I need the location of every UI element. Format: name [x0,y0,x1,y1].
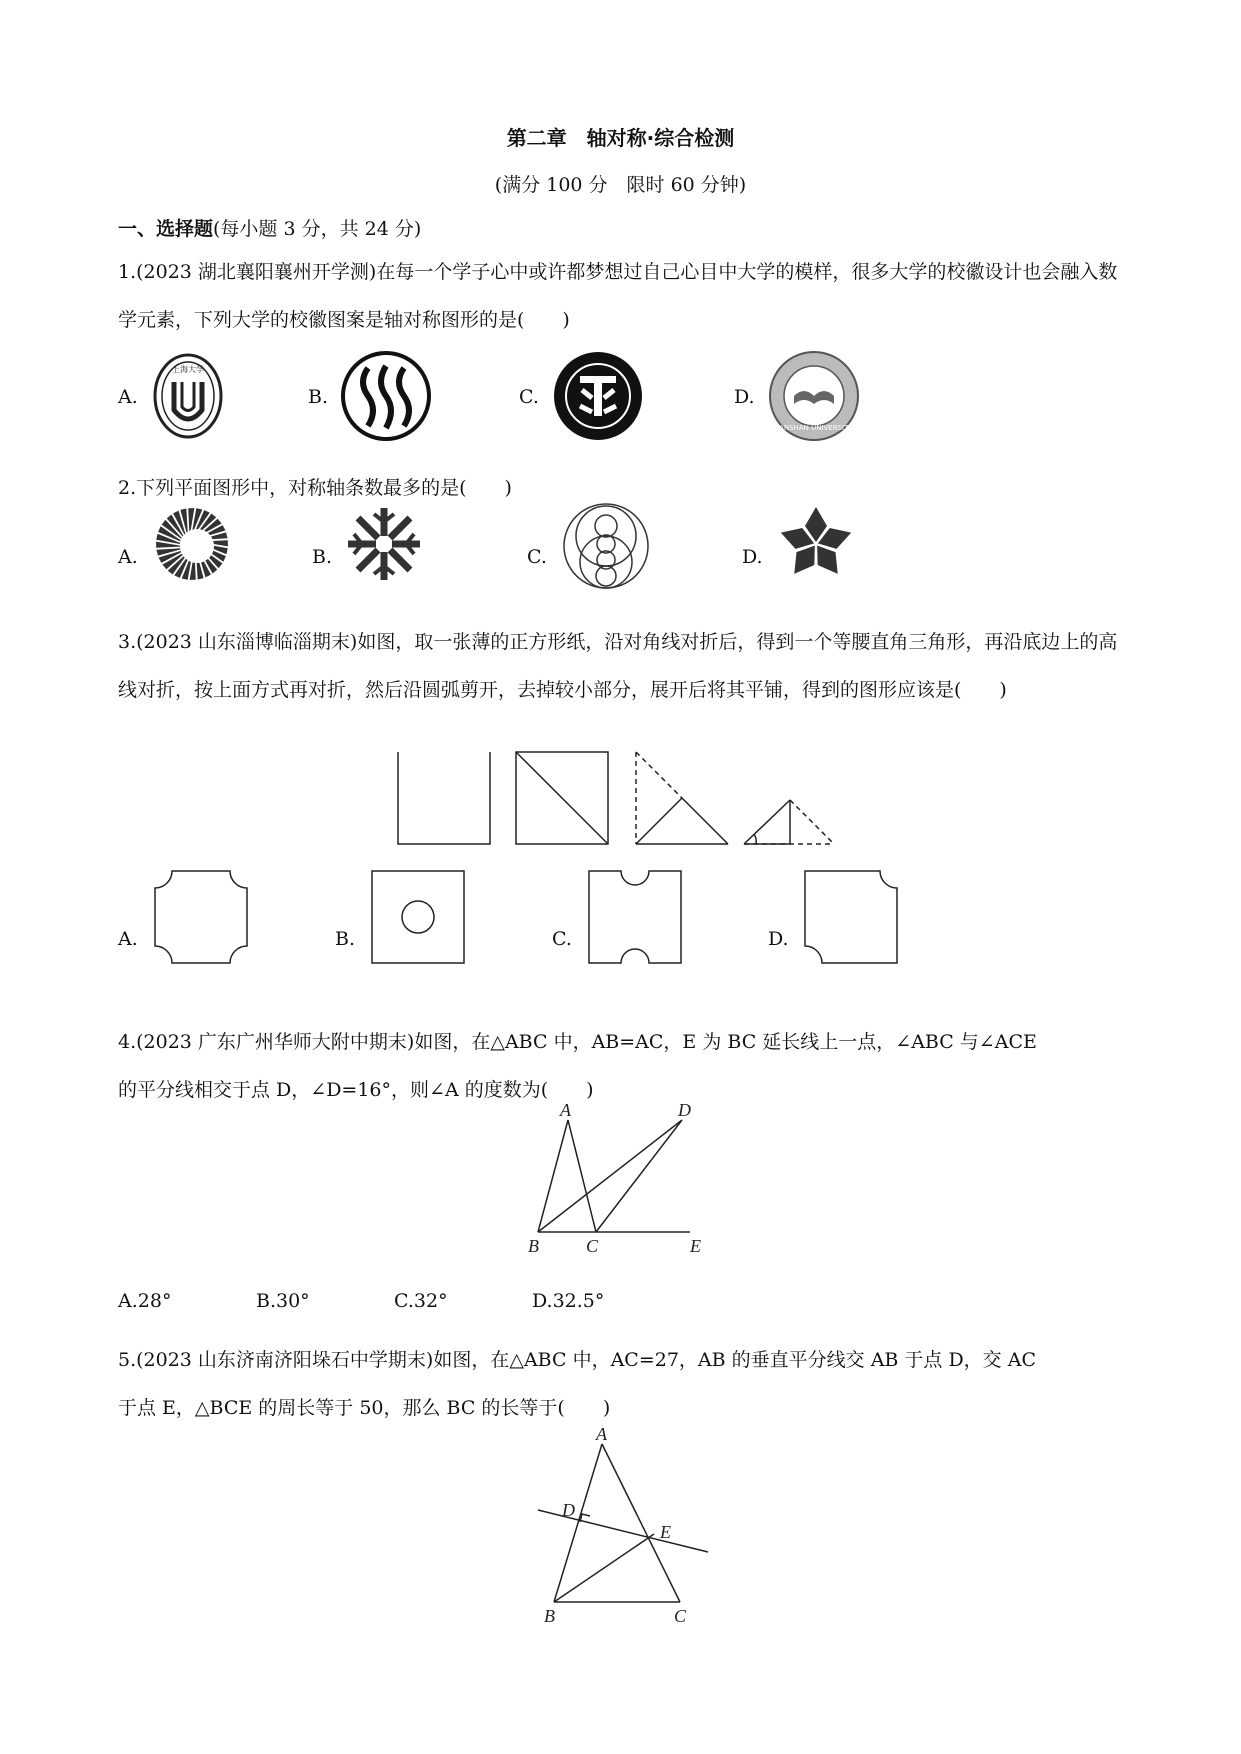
q2-label-d: D. [742,546,763,568]
q1-label-a: A. [118,386,138,408]
section-head: 一、选择题 [118,218,214,240]
q5-point-b: B [544,1606,555,1626]
q4-point-a: A [560,1100,571,1120]
q5-point-c: C [674,1606,687,1626]
q4-choices [118,1290,670,1312]
q5-point-e: E [660,1522,671,1542]
q4-point-c: C [586,1236,599,1256]
q3-label-a: A. [118,928,138,950]
page-title: 第二章 轴对称·综合检测 [506,126,735,150]
q3-label-c: C. [552,928,572,950]
q4-choice-b: B.30° [256,1290,310,1312]
q5-point-d: D [562,1500,575,1520]
q1-logo-b-icon [340,350,432,442]
q3-option-c-shape [588,870,682,964]
q3-folding-diagram [390,752,850,848]
q1-label-b: B. [308,386,329,408]
q4-triangle-diagram [520,1100,720,1256]
q4-choice-c: C.32° [394,1290,448,1312]
q4-point-b: B [528,1236,539,1256]
q5-point-a: A [596,1424,607,1444]
q3-option-d-shape [804,870,898,964]
q2-label-c: C. [527,546,547,568]
q2-snowflake-icon [346,506,422,582]
question-3-text: 3.(2023 山东淄博临淄期末)如图，取一张薄的正方形纸，沿对角线对折后，得到一个等腰直角三角形，再沿底边上的高线对折，按上面方式再对折，然后沿圆弧剪开，去掉较小部分，展开后将其平铺，得到的图形应该是( ) [118,631,1118,701]
q1-logo-a-icon [152,352,224,440]
q3-option-b-shape [371,870,465,964]
q1-logo-d-icon [768,350,860,442]
section-heading [118,214,421,241]
q1-logo-d-text: YANSHAN UNIVERSITY [775,424,853,432]
question-5-text-2: 于点 E，△BCE 的周长等于 50，那么 BC 的长等于( ) [118,1397,611,1419]
q2-label-b: B. [312,546,333,568]
question-5-text-1: 5.(2023 山东济南济阳垛石中学期末)如图，在△ABC 中，AC=27，AB 的垂直平分线交 AB 于点 D，交 AC [118,1349,1036,1371]
question-4-text-1: 4.(2023 广东广州华师大附中期末)如图，在△ABC 中，AB=AC，E 为 BC 延长线上一点，∠ABC 与∠ACE [118,1031,1037,1053]
q4-choice-d: D.32.5° [532,1290,605,1312]
page-subtitle: (满分 100 分 限时 60 分钟) [494,174,747,196]
question-2-text: 2.下列平面图形中，对称轴条数最多的是( ) [118,477,512,499]
q3-label-d: D. [768,928,789,950]
q2-star-icon [776,504,856,584]
question-4-text-2: 的平分线相交于点 D，∠D=16°，则∠A 的度数为( ) [118,1079,594,1101]
q2-circles-icon [562,502,650,590]
q2-sunburst-icon [154,506,230,582]
q1-label-c: C. [519,386,539,408]
q3-label-b: B. [335,928,356,950]
q2-label-a: A. [118,546,138,568]
q4-point-e: E [690,1236,701,1256]
q5-triangle-diagram [530,1424,720,1624]
q4-choice-a: A.28° [118,1290,172,1312]
svg-text:上海大学: 上海大学 [172,365,204,374]
q4-point-d: D [678,1100,691,1120]
q1-label-d: D. [734,386,755,408]
question-1-text: 1.(2023 湖北襄阳襄州开学测)在每一个学子心中或许都梦想过自己心目中大学的模样，很多大学的校徽设计也会融入数学元素，下列大学的校徽图案是轴对称图形的是( ) [118,261,1118,331]
q1-logo-c-icon [552,350,644,442]
q3-option-a-shape [154,870,248,964]
section-note: (每小题 3 分，共 24 分) [213,218,422,240]
